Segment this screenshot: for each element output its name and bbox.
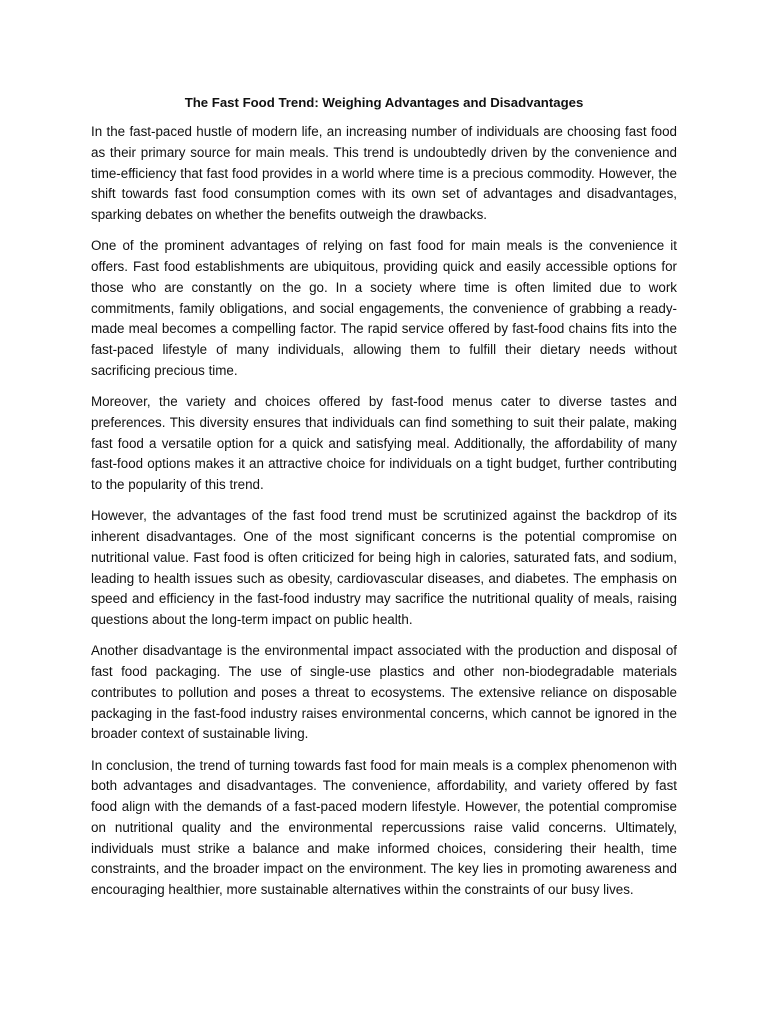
document-body <box>91 93 677 911</box>
paragraph-conclusion: In conclusion, the trend of turning towards fast food for main meals is a complex phenomenon with both advantages and disadvantages. The convenience, affordability, and variety offered by fast food align with the demands of a fast-paced modern lifestyle. However, the potential compromise on nutritional quality and the environmental repercussions raise valid concerns. Ultimately, individuals must strike a balance and make informed choices, considering their health, time constraints, and the broader impact on the environment. The key lies in promoting awareness and encouraging healthier, more sustainable alternatives within the constraints of our busy lives. <box>91 757 677 897</box>
paragraph-convenience: One of the prominent advantages of relying on fast food for main meals is the convenience it offers. Fast food establishments are ubiquitous, providing quick and easily accessible options for those who are constantly on the go. In a society where time is often limited due to work commitments, family obligations, and social engagements, the convenience of grabbing a ready-made meal becomes a compelling factor. The rapid service offered by fast-food chains fits into the fast-paced lifestyle of many individuals, allowing them to fulfill their dietary needs without sacrificing precious time. <box>91 238 677 378</box>
paragraph-environment: Another disadvantage is the environmental impact associated with the production and disposal of fast food packaging. The use of single-use plastics and other non-biodegradable materials contributes to pollution and poses a threat to ecosystems. The extensive reliance on disposable packaging in the fast-food industry raises environmental concerns, which cannot be ignored in the broader context of sustainable living. <box>91 643 677 742</box>
document-title: The Fast Food Trend: Weighing Advantages and Disadvantages <box>184 95 584 110</box>
paragraph-variety: Moreover, the variety and choices offered by fast-food menus cater to diverse tastes and preferences. This diversity ensures that individuals can find something to suit their palate, making fast food a versatile option for a quick and satisfying meal. Additionally, the affordability of many fast-food options makes it an attractive choice for individuals on a tight budget, further contributing to the popularity of this trend. <box>91 394 677 492</box>
paragraph-nutrition: However, the advantages of the fast food trend must be scrutinized against the backdrop of its inherent disadvantages. One of the most significant concerns is the potential compromise on nutritional value. Fast food is often criticized for being high in calories, saturated fats, and sodium, leading to health issues such as obesity, cardiovascular diseases, and diabetes. The emphasis on speed and efficiency in the fast-food industry may sacrifice the nutritional quality of meals, raising questions about the long-term impact on public health. <box>91 508 677 627</box>
paragraph-intro: In the fast-paced hustle of modern life, an increasing number of individuals are choosing fast food as their primary source for main meals. This trend is undoubtedly driven by the convenience and time-efficiency that fast food provides in a world where time is a precious commodity. However, the shift towards fast food consumption comes with its own set of advantages and disadvantages, sparking debates on whether the benefits outweigh the drawbacks. <box>91 124 677 222</box>
